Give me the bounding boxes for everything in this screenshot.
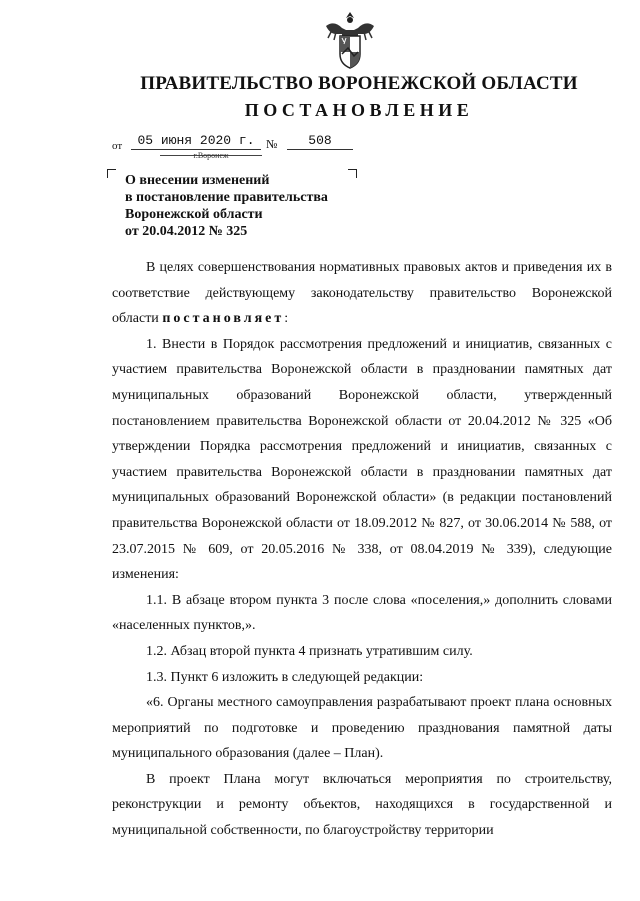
decree-word: постановляет bbox=[162, 311, 285, 327]
subject-line: О внесении изменений bbox=[125, 173, 270, 188]
document-subject bbox=[125, 172, 365, 240]
paragraph-1: 1. Внести в Порядок рассмотрения предложений и инициатив, связанных с участием правительства Воронежской области в праздновании памятных дат муниципальных образований Воронежской области, утвержденный постановлением правительства Воронежской области от 20.04.2012 № 325 «Об утверждении Порядка рассмотрения предложений и инициатив, связанных с участием правительства Воронежской области в праздновании памятных дат муниципальных образований Воронежской области» (в редакции постановлений правительства Воронежской области от 18.09.2012 № 827, от 30.06.2014 № 588, от 23.07.2015 № 609, от 20.05.2016 № 338, от 08.04.2019 № 339), следующие изменения: bbox=[112, 336, 612, 583]
subject-line: в постановление правительства bbox=[125, 190, 328, 205]
preamble-paragraph bbox=[112, 255, 612, 332]
preamble-text: В целях совершенствования нормативных правовых актов и приведения их в соответствие действующему законодательству правительство Воронежской области bbox=[112, 260, 612, 327]
document-number: 508 bbox=[287, 133, 353, 150]
document-type: ПОСТАНОВЛЕНИЕ bbox=[244, 100, 474, 120]
paragraph-plan: В проект Плана могут включаться мероприятия по строительству, реконструкции и ремонту объектов, находящихся в государственной и муниципальной собственности, по благоустройству территории bbox=[112, 771, 612, 839]
document-city: г.Воронеж bbox=[193, 151, 229, 160]
number-label: № bbox=[266, 137, 278, 151]
document-body bbox=[112, 255, 612, 844]
decree-colon: : bbox=[284, 311, 289, 327]
coat-of-arms-icon bbox=[324, 8, 376, 70]
subject-bracket-left bbox=[107, 169, 116, 178]
date-from-label: от bbox=[112, 140, 123, 152]
paragraph-1-3: 1.3. Пункт 6 изложить в следующей редакции: bbox=[146, 669, 424, 685]
paragraph-point-6: «6. Органы местного самоуправления разрабатывают проект плана основных мероприятий по подготовке и проведению празднования памятной даты муниципального образования (далее – План). bbox=[112, 695, 612, 762]
subject-line: Воронежской области bbox=[125, 207, 263, 222]
subject-line: от 20.04.2012 № 325 bbox=[125, 224, 248, 239]
paragraph-1-1: 1.1. В абзаце втором пункта 3 после слова «поселения,» дополнить словами «населенных пунктов,». bbox=[112, 592, 612, 634]
organization-title: ПРАВИТЕЛЬСТВО ВОРОНЕЖСКОЙ ОБЛАСТИ bbox=[140, 73, 578, 94]
document-date: 05 июня 2020 г. bbox=[131, 133, 261, 150]
paragraph-1-2: 1.2. Абзац второй пункта 4 признать утратившим силу. bbox=[146, 643, 473, 659]
